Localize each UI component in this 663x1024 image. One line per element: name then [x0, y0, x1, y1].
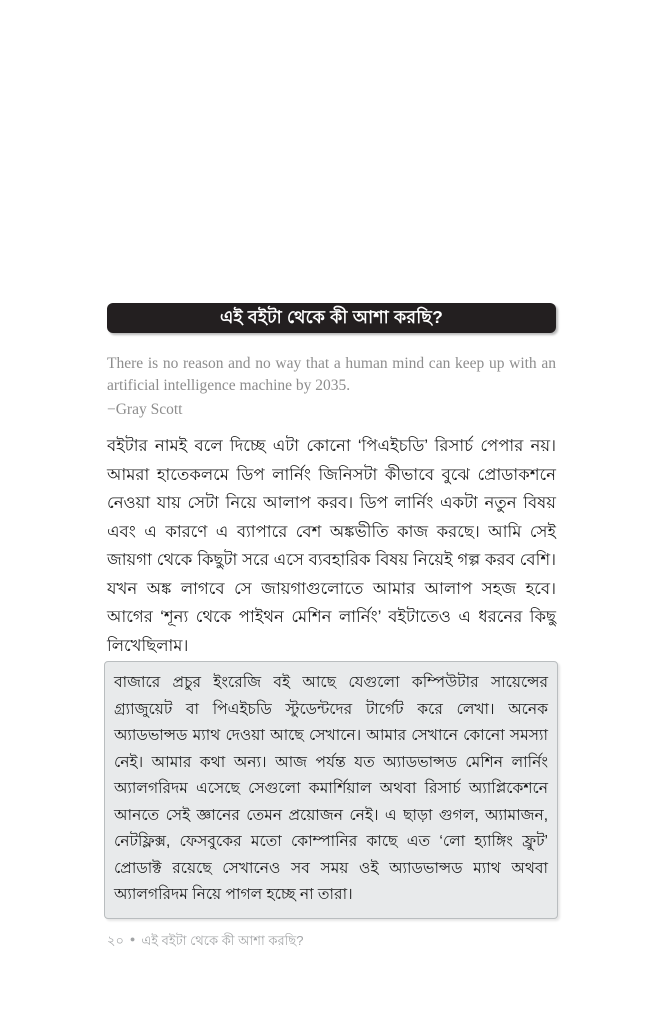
- body-paragraph: বইটার নামই বলে দিচ্ছে এটা কোনো ‘পিএইচডি’ রিসার্চ পেপার নয়। আমরা হাতেকলমে ডিপ লার্নিং জিনিসটা কীভাবে বুঝে প্রোডাকশনে নেওয়া যায় সেটা নিয়ে আলাপ করব। ডিপ লার্নিং একটা নতুন বিষয় এবং এ কারণে এ ব্যাপারে বেশ অঙ্কভীতি কাজ করছে। আমি সেই জায়গা থেকে কিছুটা সরে এসে ব্যবহারিক বিষয় নিয়েই গল্প করব বেশি। যখন অঙ্ক লাগবে সে জায়গাগুলোতে আমার আলাপ সহজ হবে। আগের ‘শূন্য থেকে পাইথন মেশিন লার্নিং’ বইটাতেও এ ধরনের কিছু লিখেছিলাম।: [107, 437, 556, 655]
- footer-separator-bullet-icon: ●: [129, 934, 136, 944]
- epigraph-attribution: −Gray Scott: [107, 401, 183, 418]
- callout-box: [104, 661, 558, 919]
- chapter-title-banner: [107, 303, 556, 333]
- epigraph-block: [107, 353, 556, 421]
- body-text-block: [107, 432, 556, 660]
- callout-paragraph: বাজারে প্রচুর ইংরেজি বই আছে যেগুলো কম্পিউটার সায়েন্সের গ্র্যাজুয়েট বা পিএইচডি স্টুডেন্টদের টার্গেট করে লেখা। অনেক অ্যাডভান্সড ম্যাথ দেওয়া আছে সেখানে। আমার সেখানে কোনো সমস্যা নেই। আমার কথা অন্য। আজ পর্যন্ত যত অ্যাডভান্সড মেশিন লার্নিং অ্যালগরিদম এসেছে সেগুলো কমার্শিয়াল অথবা রিসার্চ অ্যাপ্লিকেশনে আনতে সেই জ্ঞানের তেমন প্রয়োজন নেই। এ ছাড়া গুগল, অ্যামাজন, নেটফ্লিক্স, ফেসবুকের মতো কোম্পানির কাছে এত ‘লো হ্যাঙ্গিং ফ্রুট’ প্রোডাক্ট রয়েছে সেখানেও সব সময় ওই অ্যাডভান্সড ম্যাথ অথবা অ্যালগরিদম নিয়ে পাগল হচ্ছে না তারা।: [114, 674, 548, 903]
- page-footer: [107, 932, 556, 951]
- footer-page-number: ২০: [107, 933, 124, 948]
- chapter-title-text: এই বইটা থেকে কী আশা করছি?: [220, 307, 443, 328]
- epigraph-quote: There is no reason and no way that a human mind can keep up with an artificial intelligence machine by 2035.: [107, 355, 556, 394]
- footer-chapter-title: এই বইটা থেকে কী আশা করছি?: [141, 933, 304, 948]
